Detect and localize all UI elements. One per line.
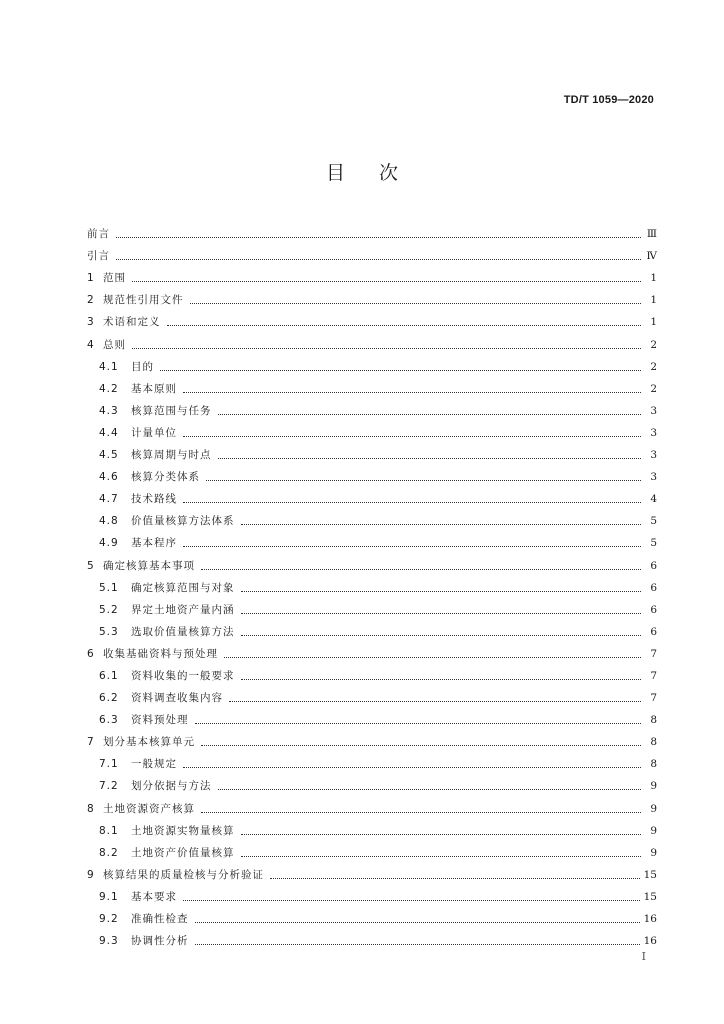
dot-leader xyxy=(241,524,642,525)
toc-entry-label xyxy=(87,824,235,838)
dot-leader xyxy=(116,237,641,238)
toc-entry-page: 9 xyxy=(650,802,657,815)
dot-leader xyxy=(183,546,641,547)
toc-entry-text: 确定核算范围与对象 xyxy=(131,581,235,594)
toc-entry-page: 3 xyxy=(650,449,657,462)
toc-entry-text: 引言 xyxy=(87,250,110,263)
toc-entry-text: 核算范围与任务 xyxy=(131,404,212,417)
dot-leader xyxy=(241,591,642,592)
toc-entry-label xyxy=(87,271,126,285)
dot-leader xyxy=(183,767,641,768)
toc-entry-text: 准确性检查 xyxy=(131,913,189,925)
dot-leader xyxy=(195,944,640,945)
toc-entry-number: 7.2 xyxy=(99,780,119,793)
dot-leader xyxy=(241,635,642,636)
dot-leader xyxy=(218,414,642,415)
toc-entry-label xyxy=(87,249,110,263)
toc-entry-number: 2 xyxy=(87,294,94,307)
toc-entry-page: 2 xyxy=(650,382,657,395)
toc-entry-number: 4.9 xyxy=(99,537,119,550)
toc-entry-number: 8 xyxy=(87,802,94,815)
toc-entry-number: 5 xyxy=(87,559,94,572)
toc-entry-number: 9.2 xyxy=(99,913,119,925)
toc-entry-page: 6 xyxy=(650,625,657,638)
toc-entry-label xyxy=(87,669,235,683)
toc-entry-number: 4.5 xyxy=(99,449,119,462)
toc-entry[interactable] xyxy=(87,904,657,926)
toc-entry-label xyxy=(87,846,235,860)
toc-entry-number: 8.2 xyxy=(99,846,119,859)
toc-entry-number: 4 xyxy=(87,338,94,351)
toc-entry[interactable] xyxy=(87,595,657,617)
toc-entry-page: 16 xyxy=(643,913,657,925)
toc-entry[interactable] xyxy=(87,440,657,462)
dot-leader xyxy=(195,723,642,724)
toc-entry-number: 7 xyxy=(87,736,94,749)
toc-entry-label xyxy=(87,735,195,749)
toc-entry-text: 范围 xyxy=(103,272,126,285)
toc-entry-label xyxy=(87,757,177,771)
toc-entry-text: 技术路线 xyxy=(131,493,177,506)
toc-entry-number: 6.1 xyxy=(99,669,119,682)
dot-leader xyxy=(241,613,642,614)
dot-leader xyxy=(218,458,642,459)
dot-leader xyxy=(132,348,641,349)
toc-entry[interactable] xyxy=(87,462,657,484)
toc-entry-text: 确定核算基本事项 xyxy=(103,559,195,572)
toc-entry-number: 4.1 xyxy=(99,360,119,373)
toc-entry-page: 5 xyxy=(650,537,657,550)
page-number: Ⅰ xyxy=(641,950,646,963)
toc-entry-number: 8.1 xyxy=(99,824,119,837)
toc-entry-text: 选取价值量核算方法 xyxy=(131,625,235,638)
toc-entry-label xyxy=(87,382,177,396)
toc-entry-number: 5.3 xyxy=(99,625,119,638)
toc-entry[interactable] xyxy=(87,749,657,771)
dot-leader xyxy=(229,701,641,702)
toc-entry[interactable] xyxy=(87,816,657,838)
dot-leader xyxy=(160,370,641,371)
toc-entry-page: 2 xyxy=(650,338,657,351)
toc-entry[interactable] xyxy=(87,396,657,418)
dot-leader xyxy=(132,281,641,282)
toc-entry[interactable] xyxy=(87,661,657,683)
toc-entry-number: 4.6 xyxy=(99,471,119,484)
toc-entry-number: 1 xyxy=(87,272,94,285)
toc-entry[interactable] xyxy=(87,793,657,815)
toc-entry[interactable] xyxy=(87,329,657,351)
toc-entry-page: 7 xyxy=(650,647,657,660)
dot-leader xyxy=(201,569,641,570)
toc-entry-label xyxy=(87,338,126,352)
toc-entry-label xyxy=(87,360,154,374)
toc-entry-label xyxy=(87,227,110,241)
toc-entry[interactable] xyxy=(87,374,657,396)
dot-leader xyxy=(116,259,641,260)
toc-entry-number: 4.4 xyxy=(99,426,119,439)
dot-leader xyxy=(183,392,641,393)
dot-leader xyxy=(201,812,641,813)
toc-entry[interactable] xyxy=(87,705,657,727)
toc-entry-text: 规范性引用文件 xyxy=(103,294,184,307)
toc-entry[interactable] xyxy=(87,882,657,904)
toc-entry-text: 收集基础资料与预处理 xyxy=(103,647,218,660)
toc-entry[interactable] xyxy=(87,683,657,705)
toc-entry-text: 一般规定 xyxy=(131,758,177,771)
toc-entry-text: 基本要求 xyxy=(131,890,177,903)
toc-entry[interactable] xyxy=(87,528,657,550)
toc-entry-number: 4.3 xyxy=(99,404,119,417)
toc-entry-number: 9.3 xyxy=(99,935,119,948)
table-of-contents xyxy=(87,219,657,948)
toc-entry-text: 核算分类体系 xyxy=(131,471,200,484)
toc-entry-page: 1 xyxy=(650,294,657,307)
toc-entry-page: 3 xyxy=(650,404,657,417)
toc-entry-text: 界定土地资产量内涵 xyxy=(131,603,235,616)
toc-entry-label xyxy=(87,315,161,329)
toc-entry-text: 前言 xyxy=(87,228,110,241)
toc-title: 目次 xyxy=(325,162,432,184)
toc-entry-page: 8 xyxy=(650,736,657,749)
toc-entry[interactable] xyxy=(87,307,657,329)
toc-entry-page: 8 xyxy=(650,714,657,727)
toc-entry-text: 资料收集的一般要求 xyxy=(131,669,235,682)
toc-entry-number: 4.2 xyxy=(99,382,119,395)
toc-entry-page: 7 xyxy=(650,692,657,705)
toc-entry-number: 9.1 xyxy=(99,890,119,903)
toc-entry-label xyxy=(87,559,195,573)
toc-entry-label xyxy=(87,713,189,727)
toc-entry-label xyxy=(87,934,189,948)
toc-entry-text: 协调性分析 xyxy=(131,935,189,948)
toc-entry-text: 术语和定义 xyxy=(103,316,161,329)
toc-entry-label xyxy=(87,514,235,528)
toc-entry[interactable] xyxy=(87,352,657,374)
toc-entry-text: 核算结果的质量检核与分析验证 xyxy=(103,868,264,881)
toc-entry-text: 资料预处理 xyxy=(131,714,189,727)
toc-entry-page: 1 xyxy=(650,316,657,329)
toc-entry-label xyxy=(87,647,218,661)
toc-entry-page: 9 xyxy=(650,824,657,837)
dot-leader xyxy=(167,325,642,326)
toc-entry-label xyxy=(87,779,212,793)
toc-entry-text: 总则 xyxy=(103,338,126,351)
dot-leader xyxy=(183,900,640,901)
toc-entry-label xyxy=(87,426,177,440)
toc-entry-number: 5.1 xyxy=(99,581,119,594)
toc-entry-label xyxy=(87,470,200,484)
toc-entry-label xyxy=(87,890,177,904)
toc-entry-text: 目的 xyxy=(131,360,154,373)
toc-entry[interactable] xyxy=(87,926,657,948)
toc-entry[interactable] xyxy=(87,860,657,882)
toc-entry-page: 16 xyxy=(643,935,657,948)
toc-entry-page: 1 xyxy=(650,272,657,285)
toc-entry-text: 计量单位 xyxy=(131,426,177,439)
dot-leader xyxy=(183,436,641,437)
toc-entry[interactable] xyxy=(87,727,657,749)
toc-entry-label xyxy=(87,404,212,418)
toc-entry-label xyxy=(87,492,177,506)
toc-entry-number: 6 xyxy=(87,647,94,660)
toc-entry-page: 6 xyxy=(650,559,657,572)
dot-leader xyxy=(270,878,640,879)
toc-entry[interactable] xyxy=(87,484,657,506)
toc-entry-page: 15 xyxy=(643,890,657,903)
toc-entry-page: 5 xyxy=(650,515,657,528)
toc-entry-number: 9 xyxy=(87,868,94,881)
toc-entry-label xyxy=(87,293,184,307)
toc-entry[interactable] xyxy=(87,241,657,263)
toc-entry[interactable] xyxy=(87,219,657,241)
toc-entry-label xyxy=(87,536,177,550)
toc-entry-page: 3 xyxy=(650,426,657,439)
toc-entry-number: 5.2 xyxy=(99,603,119,616)
toc-entry-page: 15 xyxy=(643,868,657,881)
toc-entry-label xyxy=(87,603,235,617)
toc-entry-text: 土地资源资产核算 xyxy=(103,802,195,815)
toc-entry[interactable] xyxy=(87,550,657,572)
toc-entry-label xyxy=(87,448,212,462)
toc-entry-page: 9 xyxy=(650,780,657,793)
toc-entry[interactable] xyxy=(87,418,657,440)
toc-entry-number: 4.8 xyxy=(99,515,119,528)
toc-entry[interactable] xyxy=(87,771,657,793)
toc-entry-number: 3 xyxy=(87,316,94,329)
toc-entry-number: 6.2 xyxy=(99,692,119,705)
toc-entry-page: Ⅲ xyxy=(646,228,657,241)
toc-entry-text: 土地资产价值量核算 xyxy=(131,846,235,859)
toc-entry[interactable] xyxy=(87,573,657,595)
toc-entry-page: 7 xyxy=(650,669,657,682)
toc-entry-label xyxy=(87,912,189,926)
toc-entry-text: 价值量核算方法体系 xyxy=(131,515,235,528)
dot-leader xyxy=(241,856,642,857)
dot-leader xyxy=(183,502,641,503)
toc-entry-text: 划分基本核算单元 xyxy=(103,736,195,749)
toc-entry-page: Ⅳ xyxy=(646,250,657,263)
toc-entry-page: 9 xyxy=(650,846,657,859)
toc-entry-page: 6 xyxy=(650,603,657,616)
dot-leader xyxy=(224,657,641,658)
dot-leader xyxy=(195,922,640,923)
toc-entry-text: 基本程序 xyxy=(131,537,177,550)
dot-leader xyxy=(201,745,641,746)
dot-leader xyxy=(241,679,642,680)
toc-entry-text: 划分依据与方法 xyxy=(131,780,212,793)
toc-entry-text: 核算周期与时点 xyxy=(131,449,212,462)
toc-entry-text: 资料调查收集内容 xyxy=(131,692,223,705)
toc-entry-text: 基本原则 xyxy=(131,382,177,395)
standard-code: TD/T 1059—2020 xyxy=(563,94,654,106)
toc-entry[interactable] xyxy=(87,639,657,661)
toc-entry-page: 4 xyxy=(650,493,657,506)
toc-entry-label xyxy=(87,625,235,639)
toc-entry-text: 土地资源实物量核算 xyxy=(131,824,235,837)
toc-entry-number: 6.3 xyxy=(99,714,119,727)
toc-entry-label xyxy=(87,802,195,816)
dot-leader xyxy=(190,303,642,304)
toc-entry-page: 8 xyxy=(650,758,657,771)
dot-leader xyxy=(218,789,642,790)
dot-leader xyxy=(206,480,641,481)
toc-entry-number: 4.7 xyxy=(99,493,119,506)
toc-entry[interactable] xyxy=(87,263,657,285)
toc-entry-page: 2 xyxy=(650,360,657,373)
toc-entry-page: 3 xyxy=(650,471,657,484)
toc-entry-page: 6 xyxy=(650,581,657,594)
toc-entry[interactable] xyxy=(87,285,657,307)
toc-entry[interactable] xyxy=(87,838,657,860)
toc-entry[interactable] xyxy=(87,506,657,528)
toc-entry-label xyxy=(87,581,235,595)
toc-entry-label xyxy=(87,691,223,705)
toc-entry-label xyxy=(87,868,264,882)
toc-entry-number: 7.1 xyxy=(99,758,119,771)
dot-leader xyxy=(241,834,642,835)
toc-entry[interactable] xyxy=(87,617,657,639)
